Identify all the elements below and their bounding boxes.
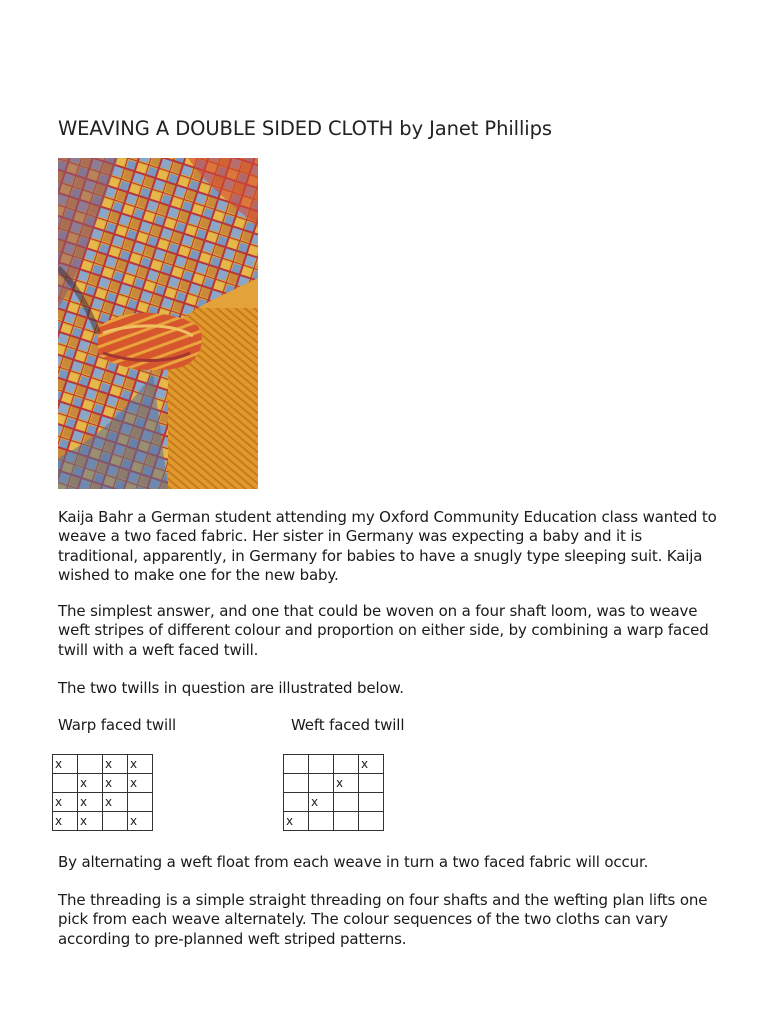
- grid-cell: x: [78, 793, 103, 812]
- grid-cell: [359, 793, 384, 812]
- grid-cell: x: [284, 812, 309, 831]
- grid-row: [284, 755, 384, 774]
- grid-cell: [128, 793, 153, 812]
- grid-row: [53, 755, 153, 774]
- grid-cell: [334, 755, 359, 774]
- alternating-paragraph: By alternating a weft float from each weave in turn a two faced fabric will occur.: [58, 853, 649, 871]
- grid-cell: x: [103, 774, 128, 793]
- grid-cell: x: [53, 755, 78, 774]
- grid-row: [53, 774, 153, 793]
- grid-row: [284, 774, 384, 793]
- twills-intro-paragraph: The two twills in question are illustrated below.: [58, 679, 404, 697]
- grid-cell: [53, 774, 78, 793]
- warp-twill-grid: [52, 754, 153, 831]
- grid-cell: [334, 793, 359, 812]
- page-title: WEAVING A DOUBLE SIDED CLOTH by Janet Phillips: [58, 117, 552, 140]
- grid-cell: x: [128, 755, 153, 774]
- grid-cell: [309, 755, 334, 774]
- grid-cell: x: [334, 774, 359, 793]
- grid-row: [53, 812, 153, 831]
- grid-cell: x: [53, 812, 78, 831]
- grid-cell: x: [78, 812, 103, 831]
- grid-cell: [359, 812, 384, 831]
- woven-cloth-photo: [58, 158, 258, 489]
- grid-cell: [334, 812, 359, 831]
- answer-paragraph: The simplest answer, and one that could be woven on a four shaft loom, was to weave weft stripes of different colour and proportion on either side, by combining a warp faced twill with a weft faced twill.: [58, 602, 709, 659]
- woven-cloth-illustration: [58, 158, 258, 489]
- grid-cell: x: [103, 793, 128, 812]
- grid-cell: x: [359, 755, 384, 774]
- grid-row: [284, 812, 384, 831]
- grid-cell: [284, 774, 309, 793]
- grid-row: [53, 793, 153, 812]
- grid-cell: [284, 755, 309, 774]
- grid-row: [284, 793, 384, 812]
- grid-cell: x: [78, 774, 103, 793]
- weft-twill-grid: [283, 754, 384, 831]
- grid-cell: x: [103, 755, 128, 774]
- grid-cell: [309, 812, 334, 831]
- grid-cell: [359, 774, 384, 793]
- grid-cell: [103, 812, 128, 831]
- grid-cell: [78, 755, 103, 774]
- grid-cell: x: [53, 793, 78, 812]
- grid-cell: [284, 793, 309, 812]
- grid-cell: x: [309, 793, 334, 812]
- grid-cell: x: [128, 812, 153, 831]
- grid-cell: x: [128, 774, 153, 793]
- grid-cell: [309, 774, 334, 793]
- intro-paragraph: Kaija Bahr a German student attending my Oxford Community Education class wanted to weave a two faced fabric. Her sister in Germany was expecting a baby and it is traditional, apparently, in Germany for babies to have a snugly type sleeping suit. Kaija wished to make one for the new baby.: [58, 508, 717, 584]
- threading-paragraph: The threading is a simple straight threading on four shafts and the wefting plan lifts one pick from each weave alternately. The colour sequences of the two cloths can vary according to pre-planned weft striped patterns.: [58, 891, 708, 948]
- warp-twill-label: Warp faced twill: [58, 716, 177, 734]
- weft-twill-label: Weft faced twill: [291, 716, 405, 734]
